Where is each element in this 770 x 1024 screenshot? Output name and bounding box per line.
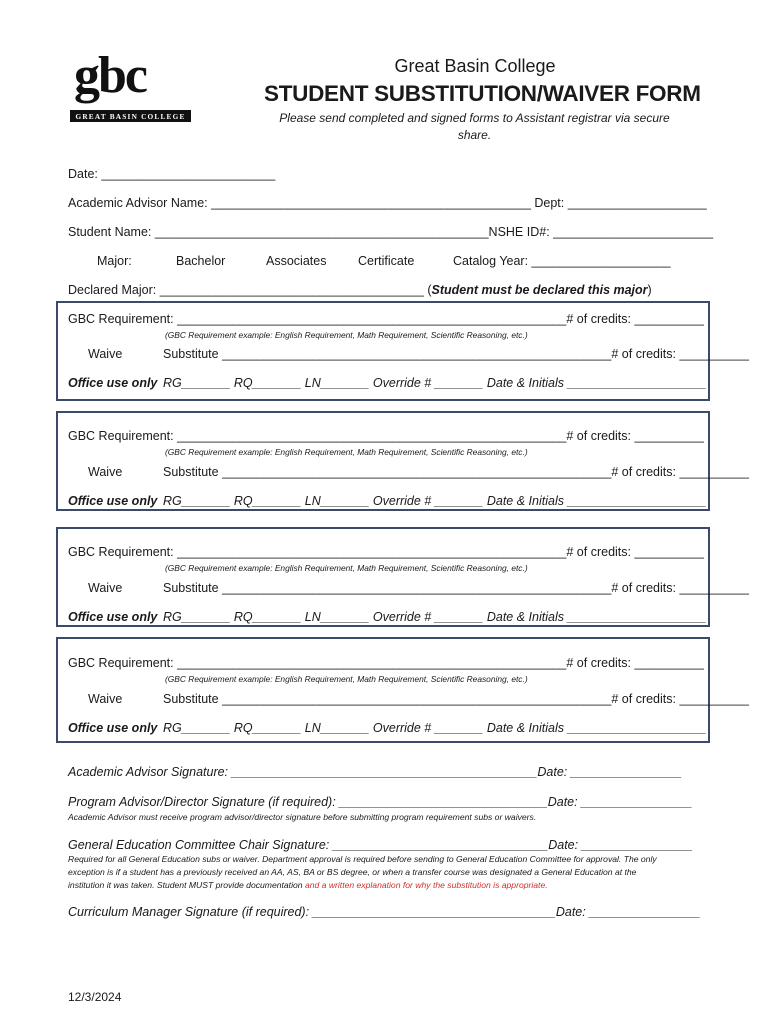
requirement-box-2 <box>56 411 749 511</box>
office-use-label: Office use only <box>68 494 158 508</box>
instructions: Please send completed and signed forms to Assistant registrar via secure share. <box>279 111 670 142</box>
logo-tagline: GREAT BASIN COLLEGE <box>75 112 186 121</box>
requirement-example: (GBC Requirement example: English Requirement, Math Requirement, Scientific Reasoning, etc.) <box>165 563 528 573</box>
office-use-fields[interactable]: RG_______ RQ_______ LN_______ Override # _______ Date & Initials ____________________ <box>163 376 707 390</box>
waive-option[interactable]: Waive <box>88 581 123 595</box>
waive-option[interactable]: Waive <box>88 465 123 479</box>
requirement-box-1 <box>56 301 749 401</box>
footer-date: 12/3/2024 <box>68 990 122 1004</box>
form-title: STUDENT SUBSTITUTION/WAIVER FORM <box>264 81 701 106</box>
gbc-requirement-field[interactable]: GBC Requirement: ________________________________________________________# of credits: __________ <box>68 545 704 559</box>
waive-option[interactable]: Waive <box>88 347 123 361</box>
advisor-name-field[interactable]: Academic Advisor Name: ______________________________________________ Dept: ____________________ <box>68 196 707 210</box>
catalog-year-field[interactable]: Catalog Year: ____________________ <box>453 254 671 268</box>
gen-ed-note-line-3a: institution it was taken. Student MUST provide documentation <box>68 880 305 890</box>
substitute-field[interactable]: Substitute ________________________________________________________# of credits: __________ <box>163 692 749 706</box>
gen-ed-note-line-3 <box>68 879 548 892</box>
gbc-requirement-field[interactable]: GBC Requirement: ________________________________________________________# of credits: __________ <box>68 312 704 326</box>
waive-option[interactable]: Waive <box>88 692 123 706</box>
logo-letters: gbc <box>74 52 146 104</box>
declared-major-note: Student must be declared this major <box>431 283 648 297</box>
requirement-box-4 <box>56 637 749 743</box>
substitute-field[interactable]: Substitute ________________________________________________________# of credits: __________ <box>163 465 749 479</box>
date-field[interactable]: Date: _________________________ <box>68 167 276 181</box>
requirement-example: (GBC Requirement example: English Requirement, Math Requirement, Scientific Reasoning, etc.) <box>165 447 528 457</box>
major-associates-option[interactable]: Associates <box>266 254 327 268</box>
office-use-fields[interactable]: RG_______ RQ_______ LN_______ Override # _______ Date & Initials ____________________ <box>163 610 707 624</box>
gen-ed-note-highlight: and a written explanation for why the substitution is appropriate. <box>304 880 548 890</box>
declared-major-field[interactable] <box>68 283 652 297</box>
requirement-box-3 <box>56 527 749 627</box>
office-use-fields[interactable]: RG_______ RQ_______ LN_______ Override # _______ Date & Initials ____________________ <box>163 494 707 508</box>
major-certificate-option[interactable]: Certificate <box>358 254 415 268</box>
academic-advisor-signature[interactable]: Academic Advisor Signature: ____________________________________________Date: ________________ <box>68 765 682 779</box>
program-advisor-note: Academic Advisor must receive program advisor/director signature before submitting program requirement subs or waivers. <box>68 812 537 822</box>
substitute-field[interactable]: Substitute ________________________________________________________# of credits: __________ <box>163 347 749 361</box>
gen-ed-chair-signature[interactable]: General Education Committee Chair Signature: _______________________________Date: ________________ <box>68 838 693 852</box>
curriculum-manager-signature[interactable]: Curriculum Manager Signature (if required): ___________________________________Date: ________________ <box>68 905 701 919</box>
gen-ed-note-line-2: exception is if a student has a previously received an AA, AS, BA or BS degree, or when a transfer course was designated a General Education at the <box>68 867 637 877</box>
gbc-requirement-field[interactable]: GBC Requirement: ________________________________________________________# of credits: __________ <box>68 429 704 443</box>
office-use-label: Office use only <box>68 376 158 390</box>
requirement-example: (GBC Requirement example: English Requirement, Math Requirement, Scientific Reasoning, etc.) <box>165 330 528 340</box>
declared-major-close: ) <box>647 283 652 297</box>
gbc-requirement-field[interactable]: GBC Requirement: ________________________________________________________# of credits: __________ <box>68 656 704 670</box>
office-use-label: Office use only <box>68 610 158 624</box>
office-use-label: Office use only <box>68 721 158 735</box>
office-use-fields[interactable]: RG_______ RQ_______ LN_______ Override # _______ Date & Initials ____________________ <box>163 721 707 735</box>
major-bachelor-option[interactable]: Bachelor <box>176 254 226 268</box>
student-name-field[interactable]: Student Name: ________________________________________________NSHE ID#: _______________________ <box>68 225 714 239</box>
substitute-field[interactable]: Substitute ________________________________________________________# of credits: __________ <box>163 581 749 595</box>
program-advisor-signature[interactable]: Program Advisor/Director Signature (if required): ______________________________Date: ________________ <box>68 795 693 809</box>
declared-major-label: Declared Major: ______________________________________ ( <box>68 283 432 297</box>
major-label: Major: <box>97 254 132 268</box>
gen-ed-note-line-1: Required for all General Education subs or waiver. Department approval is required before sending to General Education Committee for approval. The only <box>68 854 657 864</box>
college-name: Great Basin College <box>394 56 556 76</box>
requirement-example: (GBC Requirement example: English Requirement, Math Requirement, Scientific Reasoning, etc.) <box>165 674 528 684</box>
